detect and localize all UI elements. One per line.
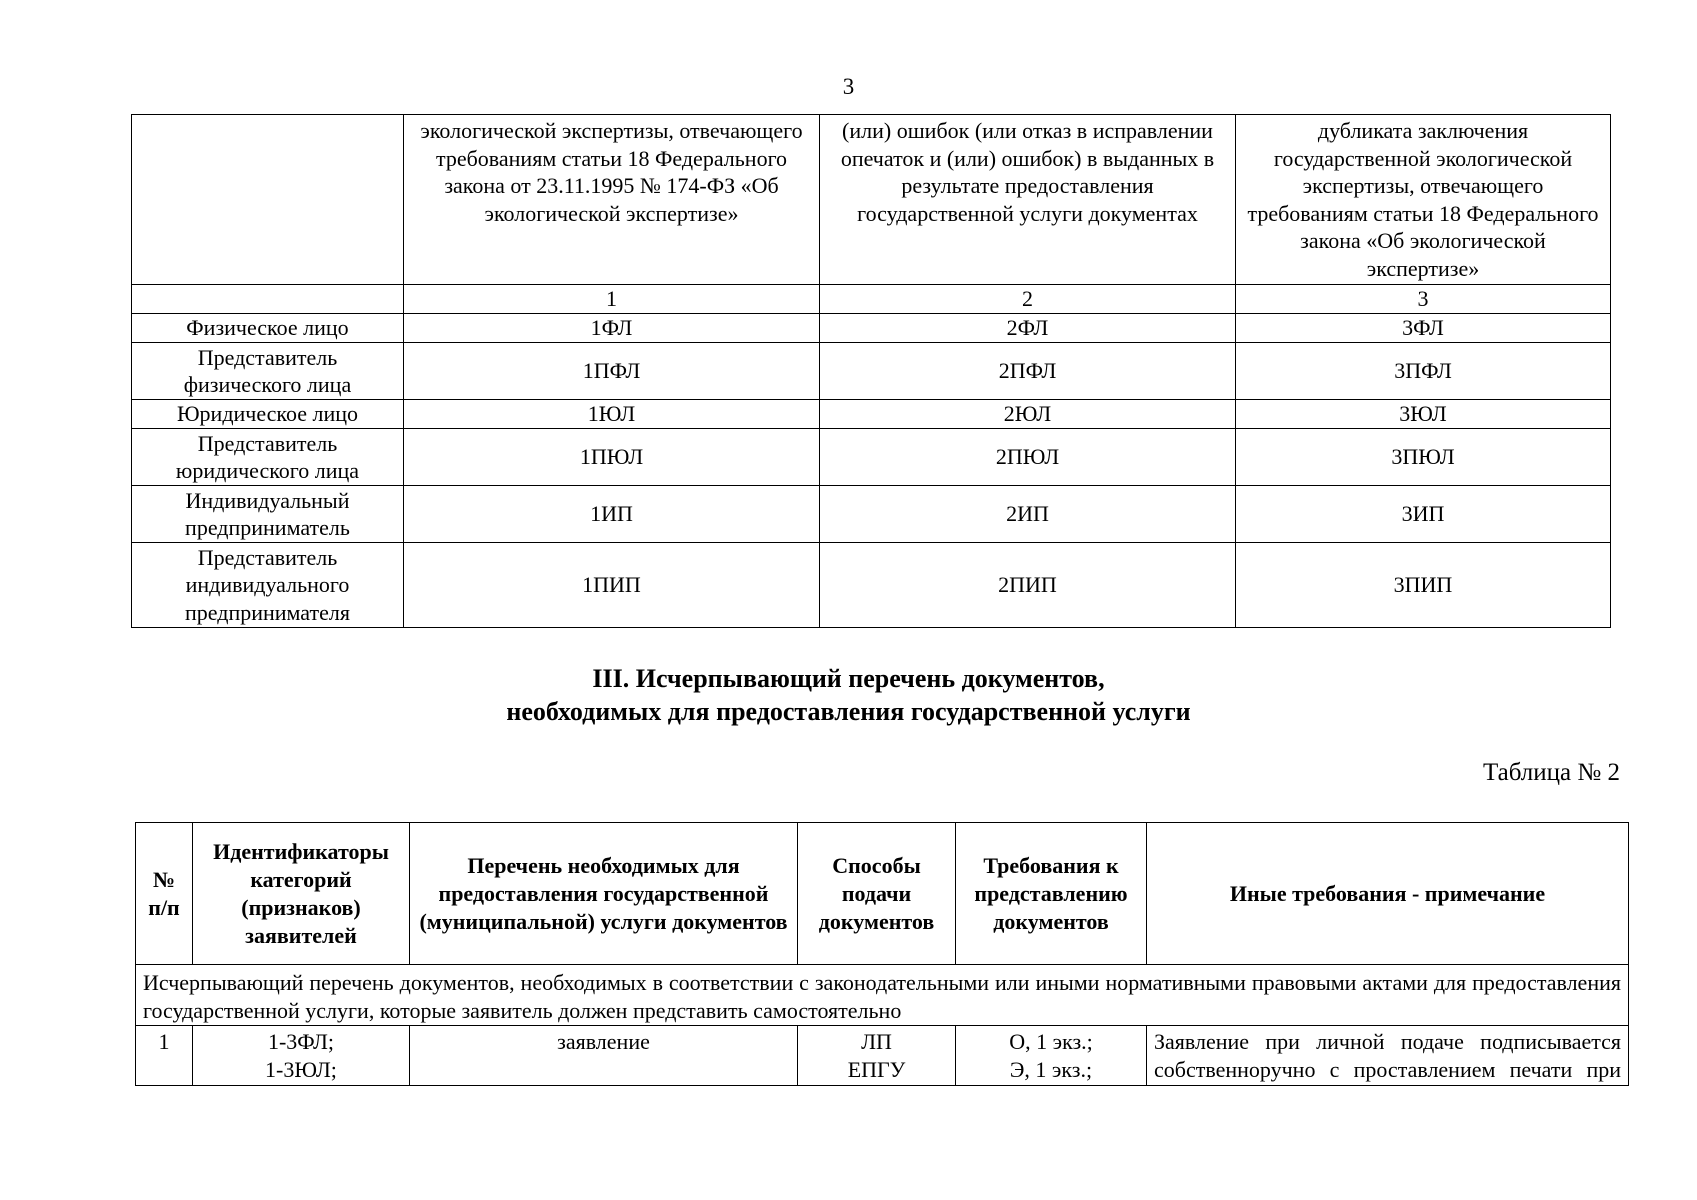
- identifier-cell: 2ПЮЛ: [820, 429, 1236, 486]
- table-row: [132, 543, 1611, 628]
- table1-header-row: [132, 115, 1611, 285]
- table2-header-cell: Идентификаторы категорий (признаков) заявителей: [193, 823, 410, 965]
- table-row: [136, 1026, 1629, 1086]
- table2-header-cell: Требования к представлению документов: [956, 823, 1147, 965]
- row-label: Индивидуальный предприниматель: [132, 486, 404, 543]
- identifier-cell: 3ИП: [1236, 486, 1611, 543]
- table2-header-cell: № п/п: [136, 823, 193, 965]
- requirements-cell: [956, 1026, 1147, 1086]
- column-number: 1: [404, 285, 820, 314]
- table2-section-row: [136, 965, 1629, 1026]
- row-label: Физическое лицо: [132, 314, 404, 343]
- applicant-ids-cell: [193, 1026, 410, 1086]
- identifier-cell: 3ФЛ: [1236, 314, 1611, 343]
- identifier-cell: 2ИП: [820, 486, 1236, 543]
- table2-header-cell: Иные требования - примечание: [1147, 823, 1629, 965]
- table-row: [132, 314, 1611, 343]
- identifier-cell: 3ПЮЛ: [1236, 429, 1611, 486]
- applicant-id: 1-3ФЛ;: [267, 1029, 335, 1054]
- identifier-cell: 1ПИП: [404, 543, 820, 628]
- section-title: [0, 662, 1697, 728]
- identifier-cell: 2ПИП: [820, 543, 1236, 628]
- page-number: 3: [842, 74, 855, 99]
- applicant-identifiers-table: [131, 114, 1611, 628]
- column-number: 2: [820, 285, 1236, 314]
- identifier-cell: 1ЮЛ: [404, 400, 820, 429]
- row-number: 1: [136, 1026, 193, 1086]
- identifier-cell: 1ИП: [404, 486, 820, 543]
- table1-header-cell: дубликата заключения государственной экологической экспертизы, отвечающего требованиям статьи 18 Федерального закона «Об экологической экспертизе»: [1236, 115, 1611, 285]
- section-title-line: необходимых для предоставления государственной услуги: [506, 697, 1191, 726]
- requirement: О, 1 экз.;: [1009, 1029, 1093, 1054]
- requirement: Э, 1 экз.;: [1009, 1056, 1093, 1082]
- row-label: Юридическое лицо: [132, 400, 404, 429]
- identifier-cell: 3ПИП: [1236, 543, 1611, 628]
- row-label: Представитель физического лица: [132, 343, 404, 400]
- table-caption: Таблица № 2: [1482, 759, 1620, 786]
- section-row-text: Исчерпывающий перечень документов, необходимых в соответствии с законодательными или иными нормативными правовыми актами для предоставления государственной услуги, которые заявитель должен представить самостоятельно: [136, 965, 1629, 1026]
- table1-column-numbers-row: [132, 285, 1611, 314]
- table2-header-row: [136, 823, 1629, 965]
- documents-table: [135, 822, 1629, 1086]
- table-row: [132, 429, 1611, 486]
- table1-header-cell: экологической экспертизы, отвечающего требованиям статьи 18 Федерального закона от 23.11.1995 № 174-ФЗ «Об экологической экспертизе»: [404, 115, 820, 285]
- note-line: Заявление при личной подаче подписывается: [1154, 1029, 1621, 1054]
- applicant-id: 1-3ЮЛ;: [265, 1056, 337, 1082]
- submission-methods-cell: [798, 1026, 956, 1086]
- table1-header-cell: (или) ошибок (или отказ в исправлении опечаток и (или) ошибок) в выданных в результате предоставления государственной услуги документах: [820, 115, 1236, 285]
- identifier-cell: 1ПФЛ: [404, 343, 820, 400]
- row-label: Представитель индивидуального предпринимателя: [132, 543, 404, 628]
- note-cell: [1147, 1026, 1629, 1086]
- row-label: Представитель юридического лица: [132, 429, 404, 486]
- identifier-cell: 1ФЛ: [404, 314, 820, 343]
- table1-header-cell: [132, 115, 404, 285]
- section-title-line: III. Исчерпывающий перечень документов,: [592, 664, 1105, 693]
- document-name: заявление: [410, 1026, 798, 1086]
- submission-method: ЕПГУ: [847, 1056, 906, 1082]
- column-number: 3: [1236, 285, 1611, 314]
- identifier-cell: 1ПЮЛ: [404, 429, 820, 486]
- table2-header-cell: Способы подачи документов: [798, 823, 956, 965]
- identifier-cell: 2ЮЛ: [820, 400, 1236, 429]
- submission-method: ЛП: [861, 1029, 892, 1054]
- identifier-cell: 3ПФЛ: [1236, 343, 1611, 400]
- column-number: [132, 285, 404, 314]
- identifier-cell: 3ЮЛ: [1236, 400, 1611, 429]
- note-line: собственноручно с проставлением печати при: [1154, 1056, 1621, 1082]
- table2-header-cell: Перечень необходимых для предоставления государственной (муниципальной) услуги документов: [410, 823, 798, 965]
- identifier-cell: 2ПФЛ: [820, 343, 1236, 400]
- table-row: [132, 343, 1611, 400]
- table-row: [132, 400, 1611, 429]
- identifier-cell: 2ФЛ: [820, 314, 1236, 343]
- table-row: [132, 486, 1611, 543]
